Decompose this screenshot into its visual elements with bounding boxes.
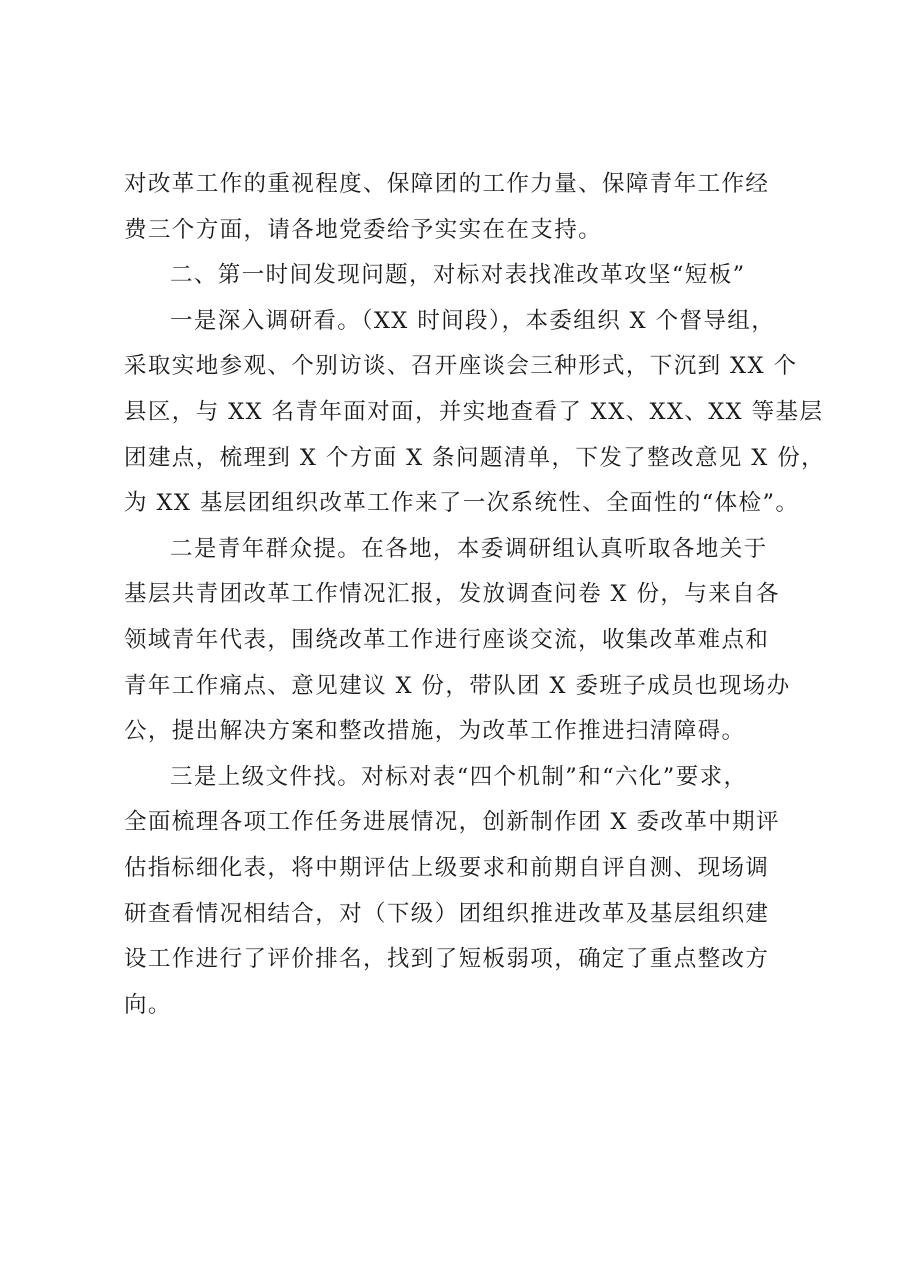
section-heading: 二、第一时间发现问题，对标对表找准改革攻坚“短板” — [170, 262, 746, 289]
text-line: 领域青年代表，围绕改革工作进行座谈交流，收集改革难点和 — [124, 626, 770, 653]
text-line: 为 XX 基层团组织改革工作来了一次系统性、全面性的“体检”。 — [124, 490, 800, 517]
text-line: 估指标细化表，将中期评估上级要求和前期自评自测、现场调 — [124, 854, 770, 881]
text-line: 县区，与 XX 名青年面对面，并实地查看了 XX、XX、XX 等基层 — [124, 398, 824, 425]
text-line: 全面梳理各项工作任务进展情况，创新制作团 X 委改革中期评 — [124, 809, 780, 836]
paragraph-start: 二是青年群众提。在各地，本委调研组认真听取各地关于 — [170, 535, 768, 562]
text-line: 设工作进行了评价排名，找到了短板弱项，确定了重点整改方 — [124, 946, 770, 973]
text-line: 采取实地参观、个别访谈、召开座谈会三种形式，下沉到 XX 个 — [124, 353, 798, 380]
text-line: 对改革工作的重视程度、保障团的工作力量、保障青年工作经 — [124, 171, 770, 197]
text-line: 团建点，梳理到 X 个方面 X 条问题清单，下发了整改意见 X 份， — [124, 444, 826, 471]
text-line: 费三个方面，请各地党委给予实实在在支持。 — [124, 216, 603, 243]
text-line: 研查看情况相结合，对（下级）团组织推进改革及基层组织建 — [124, 900, 770, 927]
document-body — [124, 162, 826, 1028]
text-line: 公，提出解决方案和整改措施，为改革工作推进扫清障碍。 — [124, 718, 746, 745]
paragraph-start: 一是深入调研看。（XX 时间段），本委组织 X 个督导组， — [170, 307, 776, 334]
paragraph-start: 三是上级文件找。对标对表“四个机制”和“六化”要求， — [170, 763, 748, 790]
text-line: 青年工作痛点、意见建议 X 份，带队团 X 委班子成员也现场办 — [124, 672, 791, 699]
text-line: 向。 — [124, 991, 172, 1018]
text-line: 基层共青团改革工作情况汇报，发放调查问卷 X 份，与来自各 — [124, 581, 780, 608]
